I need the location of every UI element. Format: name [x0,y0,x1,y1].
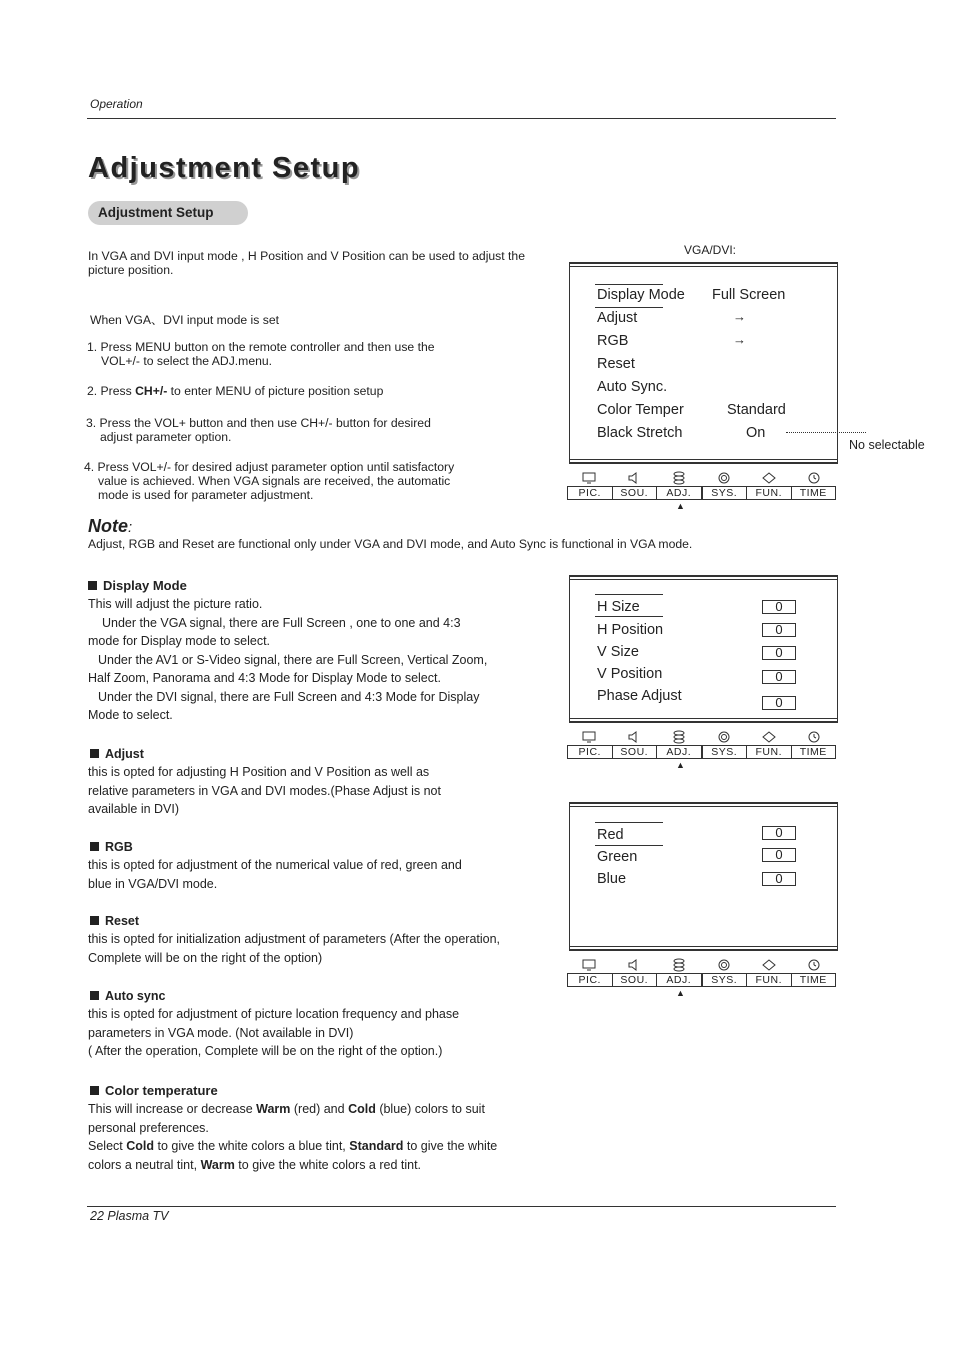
osd3-item-blue[interactable]: Blue [597,871,627,887]
display-mode-line-6: Under the DVI signal, there are Full Screen and 4:3 Mode for Display [98,689,480,704]
tab-fun[interactable]: FUN. [747,974,792,986]
auto-sync-heading-text: Auto sync [105,989,166,1003]
adjust-line-2: relative parameters in VGA and DVI modes.(Phase Adjust is not [88,783,441,798]
ct-4a: colors a neutral tint, [88,1157,201,1172]
tab-fun[interactable]: FUN. [747,746,792,758]
adjust-icon [657,729,702,745]
osd1-item-rgb[interactable]: RGB [597,333,629,349]
tab-icons [567,729,836,745]
tab-pic[interactable]: PIC. [568,746,613,758]
reset-line-1: this is opted for initialization adjustment of parameters (After the operation, [88,932,501,946]
reset-heading-text: Reset [105,914,140,928]
osd1-item-reset[interactable]: Reset [597,356,635,372]
section-auto-sync [90,989,560,1061]
tv-icon [567,470,612,486]
reset-heading [90,914,570,928]
tab-pic[interactable]: PIC. [568,487,613,499]
auto-sync-heading [90,989,560,1003]
section-adjust [90,747,560,819]
osd1-bottom-bar [570,459,837,463]
tv-icon [567,729,612,745]
ct-3e: to give the white [403,1139,498,1153]
rgb-heading-text: RGB [105,840,133,854]
footer-rule [87,1206,836,1207]
osd1-menu [569,262,838,464]
tab-row [567,745,836,759]
ct-1e: (blue) colors to suit [375,1102,485,1116]
step-3 [86,416,526,444]
bullet-square-icon [90,991,99,1000]
tv-icon [567,957,612,973]
display-mode-line-5: Half Zoom, Panorama and 4:3 Mode for Display Mode to select. [88,671,441,685]
adjust-heading [90,747,560,761]
color-temp-heading [90,1083,560,1098]
osd1-caption: VGA/DVI: [684,243,737,257]
section-color-temperature [90,1083,560,1174]
display-mode-line-4: Under the AV1 or S-Video signal, there are Full Screen, Vertical Zoom, [98,652,488,667]
osd1-item-black-stretch: Black Stretch [597,425,683,441]
osd1-top-bar [570,263,837,267]
rgb-heading [90,840,560,854]
osd2-selection-top [595,594,663,595]
adjust-line-1: this is opted for adjusting H Position and V Position as well as [88,765,430,779]
rgb-line-1: this is opted for adjustment of the numerical value of red, green and [88,858,462,872]
step-4-line-2: value is achieved. When VGA signals are received, the automatic [98,474,451,488]
tab-bar-1 [567,470,836,511]
clock-icon [791,729,836,745]
selected-tab-marker-icon: ▲ [676,501,685,511]
auto-sync-line-2: parameters in VGA mode. (Not available in DVI) [88,1025,354,1040]
step-3-line-1: 3. Press the VOL+ button and then use CH+/- button for desired [86,416,431,430]
step-4-line-3: mode is used for parameter adjustment. [98,488,314,502]
note-title [88,516,132,537]
step-2-a: 2. Press [87,384,136,398]
callout-dotted-line [786,432,866,433]
section-display-mode [88,578,558,725]
ct-4c: to give the white colors a red tint. [234,1157,422,1172]
tab-row [567,486,836,500]
tab-adj[interactable]: ADJ. [657,974,702,986]
step-4 [84,460,534,502]
osd3-selection-bottom [595,845,663,846]
osd2-bottom-bar [570,718,837,722]
function-icon [746,470,791,486]
bullet-square-icon [88,581,97,590]
color-temp-line-1 [88,1100,560,1119]
step-1-line-1: 1. Press MENU button on the remote controller and then use the [87,340,435,354]
osd1-value-color-temper: Standard [727,402,786,418]
osd3-menu [569,802,838,951]
display-mode-line-2: Under the VGA signal, there are Full Screen , one to one and 4:3 [102,615,461,630]
adjust-line-3: available in DVI) [88,802,180,816]
clock-icon [791,957,836,973]
steps-when: When VGA、DVI input mode is set [90,313,279,327]
tab-icons [567,470,836,486]
speaker-icon [612,470,657,486]
note-text: Adjust, RGB and Reset are functional only under VGA and DVI mode, and Auto Sync is functional in VGA mode. [88,537,693,551]
osd1-item-adjust[interactable]: Adjust [597,310,638,326]
auto-sync-line-1: this is opted for adjustment of picture location frequency and phase [88,1007,460,1021]
tab-sou[interactable]: SOU. [613,974,658,986]
step-2 [87,384,527,398]
selected-tab-marker-icon: ▲ [676,760,685,770]
tab-adj[interactable]: ADJ. [657,487,702,499]
osd3-item-green[interactable]: Green [597,849,638,865]
ct-1a: This will increase or decrease [88,1102,257,1116]
ct-1b: Warm [256,1102,291,1116]
osd2-selection-bottom [595,616,663,617]
osd3-value-green[interactable]: 0 [762,848,796,862]
tab-fun[interactable]: FUN. [747,487,792,499]
adjust-icon [657,470,702,486]
osd2-menu [569,575,838,723]
bullet-square-icon [90,749,99,758]
tab-sys[interactable]: SYS. [702,745,748,759]
osd3-top-bar [570,803,837,807]
footer-page: 22 Plasma TV [90,1209,169,1223]
tab-time[interactable]: TIME [799,746,827,758]
display-mode-line-7: Mode to select. [88,708,173,722]
arrow-right-icon: → [733,309,746,324]
speaker-icon [612,957,657,973]
osd2-value-h-position[interactable]: 0 [762,623,796,637]
osd2-item-v-size[interactable]: V Size [597,644,639,660]
step-2-c: to enter MENU of picture position setup [167,384,384,398]
display-mode-body [88,595,558,725]
osd2-value-h-size[interactable]: 0 [762,600,796,614]
osd1-selection-top [595,284,663,285]
osd3-selection-top [595,822,663,823]
step-1 [87,340,527,368]
display-mode-line-3: mode for Display mode to select. [88,634,271,648]
bullet-square-icon [90,1086,99,1095]
osd2-item-h-size[interactable]: H Size [597,599,640,615]
tab-adj[interactable]: ADJ. [657,746,702,758]
ct-3c: to give the white colors a blue tint, [154,1139,350,1153]
system-icon [701,729,746,745]
osd1-item-auto-sync[interactable]: Auto Sync. [597,379,668,395]
section-rgb [90,840,560,893]
display-mode-line-1: This will adjust the picture ratio. [88,597,263,611]
ct-1c: (red) and [290,1102,349,1116]
section-reset [90,914,570,967]
adjust-body [88,763,560,819]
selected-tab-marker-icon: ▲ [676,988,685,998]
note-title-text: Note [88,516,128,536]
tab-time[interactable]: TIME [799,974,827,986]
tab-sys[interactable]: SYS. [702,973,748,987]
color-temp-body [88,1100,560,1174]
osd2-value-v-size[interactable]: 0 [762,646,796,660]
color-temp-line-2: personal preferences. [88,1120,209,1135]
reset-line-2: Complete will be on the right of the option) [88,950,323,965]
tab-icons [567,957,836,973]
tab-bar-3 [567,957,836,998]
header-rule [87,118,836,119]
step-3-line-2: adjust parameter option. [100,430,232,444]
ct-3b: Cold [126,1139,154,1153]
intro-text: In VGA and DVI input mode , H Position and V Position can be used to adjust the picture position. [88,249,525,277]
clock-icon [791,470,836,486]
osd3-value-blue[interactable]: 0 [762,872,796,886]
ct-3d: Standard [349,1139,404,1153]
rgb-body [88,856,560,893]
osd3-item-red[interactable]: Red [597,827,624,843]
osd1-item-color-temper[interactable]: Color Temper [597,402,684,418]
bullet-square-icon [90,916,99,925]
color-temp-line-4 [88,1156,560,1175]
color-temp-heading-text: Color temperature [105,1083,218,1098]
callout-no-selectable: No selectable [849,438,925,452]
ct-3a: Select [88,1139,127,1153]
ct-4b: Warm [200,1157,235,1172]
bullet-square-icon [90,842,99,851]
tab-row [567,973,836,987]
step-4-line-1: 4. Press VOL+/- for desired adjust parameter option until satisfactory [84,460,455,474]
arrow-right-icon: → [733,332,746,347]
osd2-item-v-position[interactable]: V Position [597,666,663,682]
tab-sou[interactable]: SOU. [613,746,658,758]
system-icon [701,470,746,486]
display-mode-heading-text: Display Mode [103,578,187,593]
speaker-icon [612,729,657,745]
osd1-value-black-stretch: On [746,425,766,441]
adjust-icon [657,957,702,973]
header-section: Operation [90,97,143,111]
ct-1d: Cold [348,1102,376,1116]
function-icon [746,729,791,745]
osd2-item-h-position[interactable]: H Position [597,622,664,638]
osd2-top-bar [570,576,837,580]
auto-sync-line-3: ( After the operation, Complete will be on the right of the option.) [88,1044,443,1058]
function-icon [746,957,791,973]
osd1-value-display-mode: Full Screen [712,287,786,303]
osd3-bottom-bar [570,946,837,950]
step-2-b: CH+/- [135,384,168,398]
osd1-selection-bottom [595,307,663,308]
osd2-value-phase-adjust[interactable]: 0 [762,696,796,710]
color-temp-line-3 [88,1137,560,1156]
section-pill: Adjustment Setup [88,201,248,225]
page-title: Adjustment Setup [88,152,361,184]
auto-sync-body [88,1005,560,1061]
tab-sou[interactable]: SOU. [613,487,658,499]
tab-sys[interactable]: SYS. [702,486,748,500]
tab-pic[interactable]: PIC. [568,974,613,986]
osd2-value-v-position[interactable]: 0 [762,670,796,684]
step-1-line-2: VOL+/- to select the ADJ.menu. [101,354,273,368]
rgb-line-2: blue in VGA/DVI mode. [88,876,218,891]
tab-time[interactable]: TIME [799,487,827,499]
tab-bar-2 [567,729,836,770]
system-icon [701,957,746,973]
osd1-item-display-mode[interactable]: Display Mode [597,287,685,303]
adjust-heading-text: Adjust [105,747,144,761]
note-colon: : [128,519,133,536]
reset-body [88,930,570,967]
osd3-value-red[interactable]: 0 [762,826,796,840]
osd2-item-phase-adjust[interactable]: Phase Adjust [597,688,682,704]
display-mode-heading [88,578,558,593]
